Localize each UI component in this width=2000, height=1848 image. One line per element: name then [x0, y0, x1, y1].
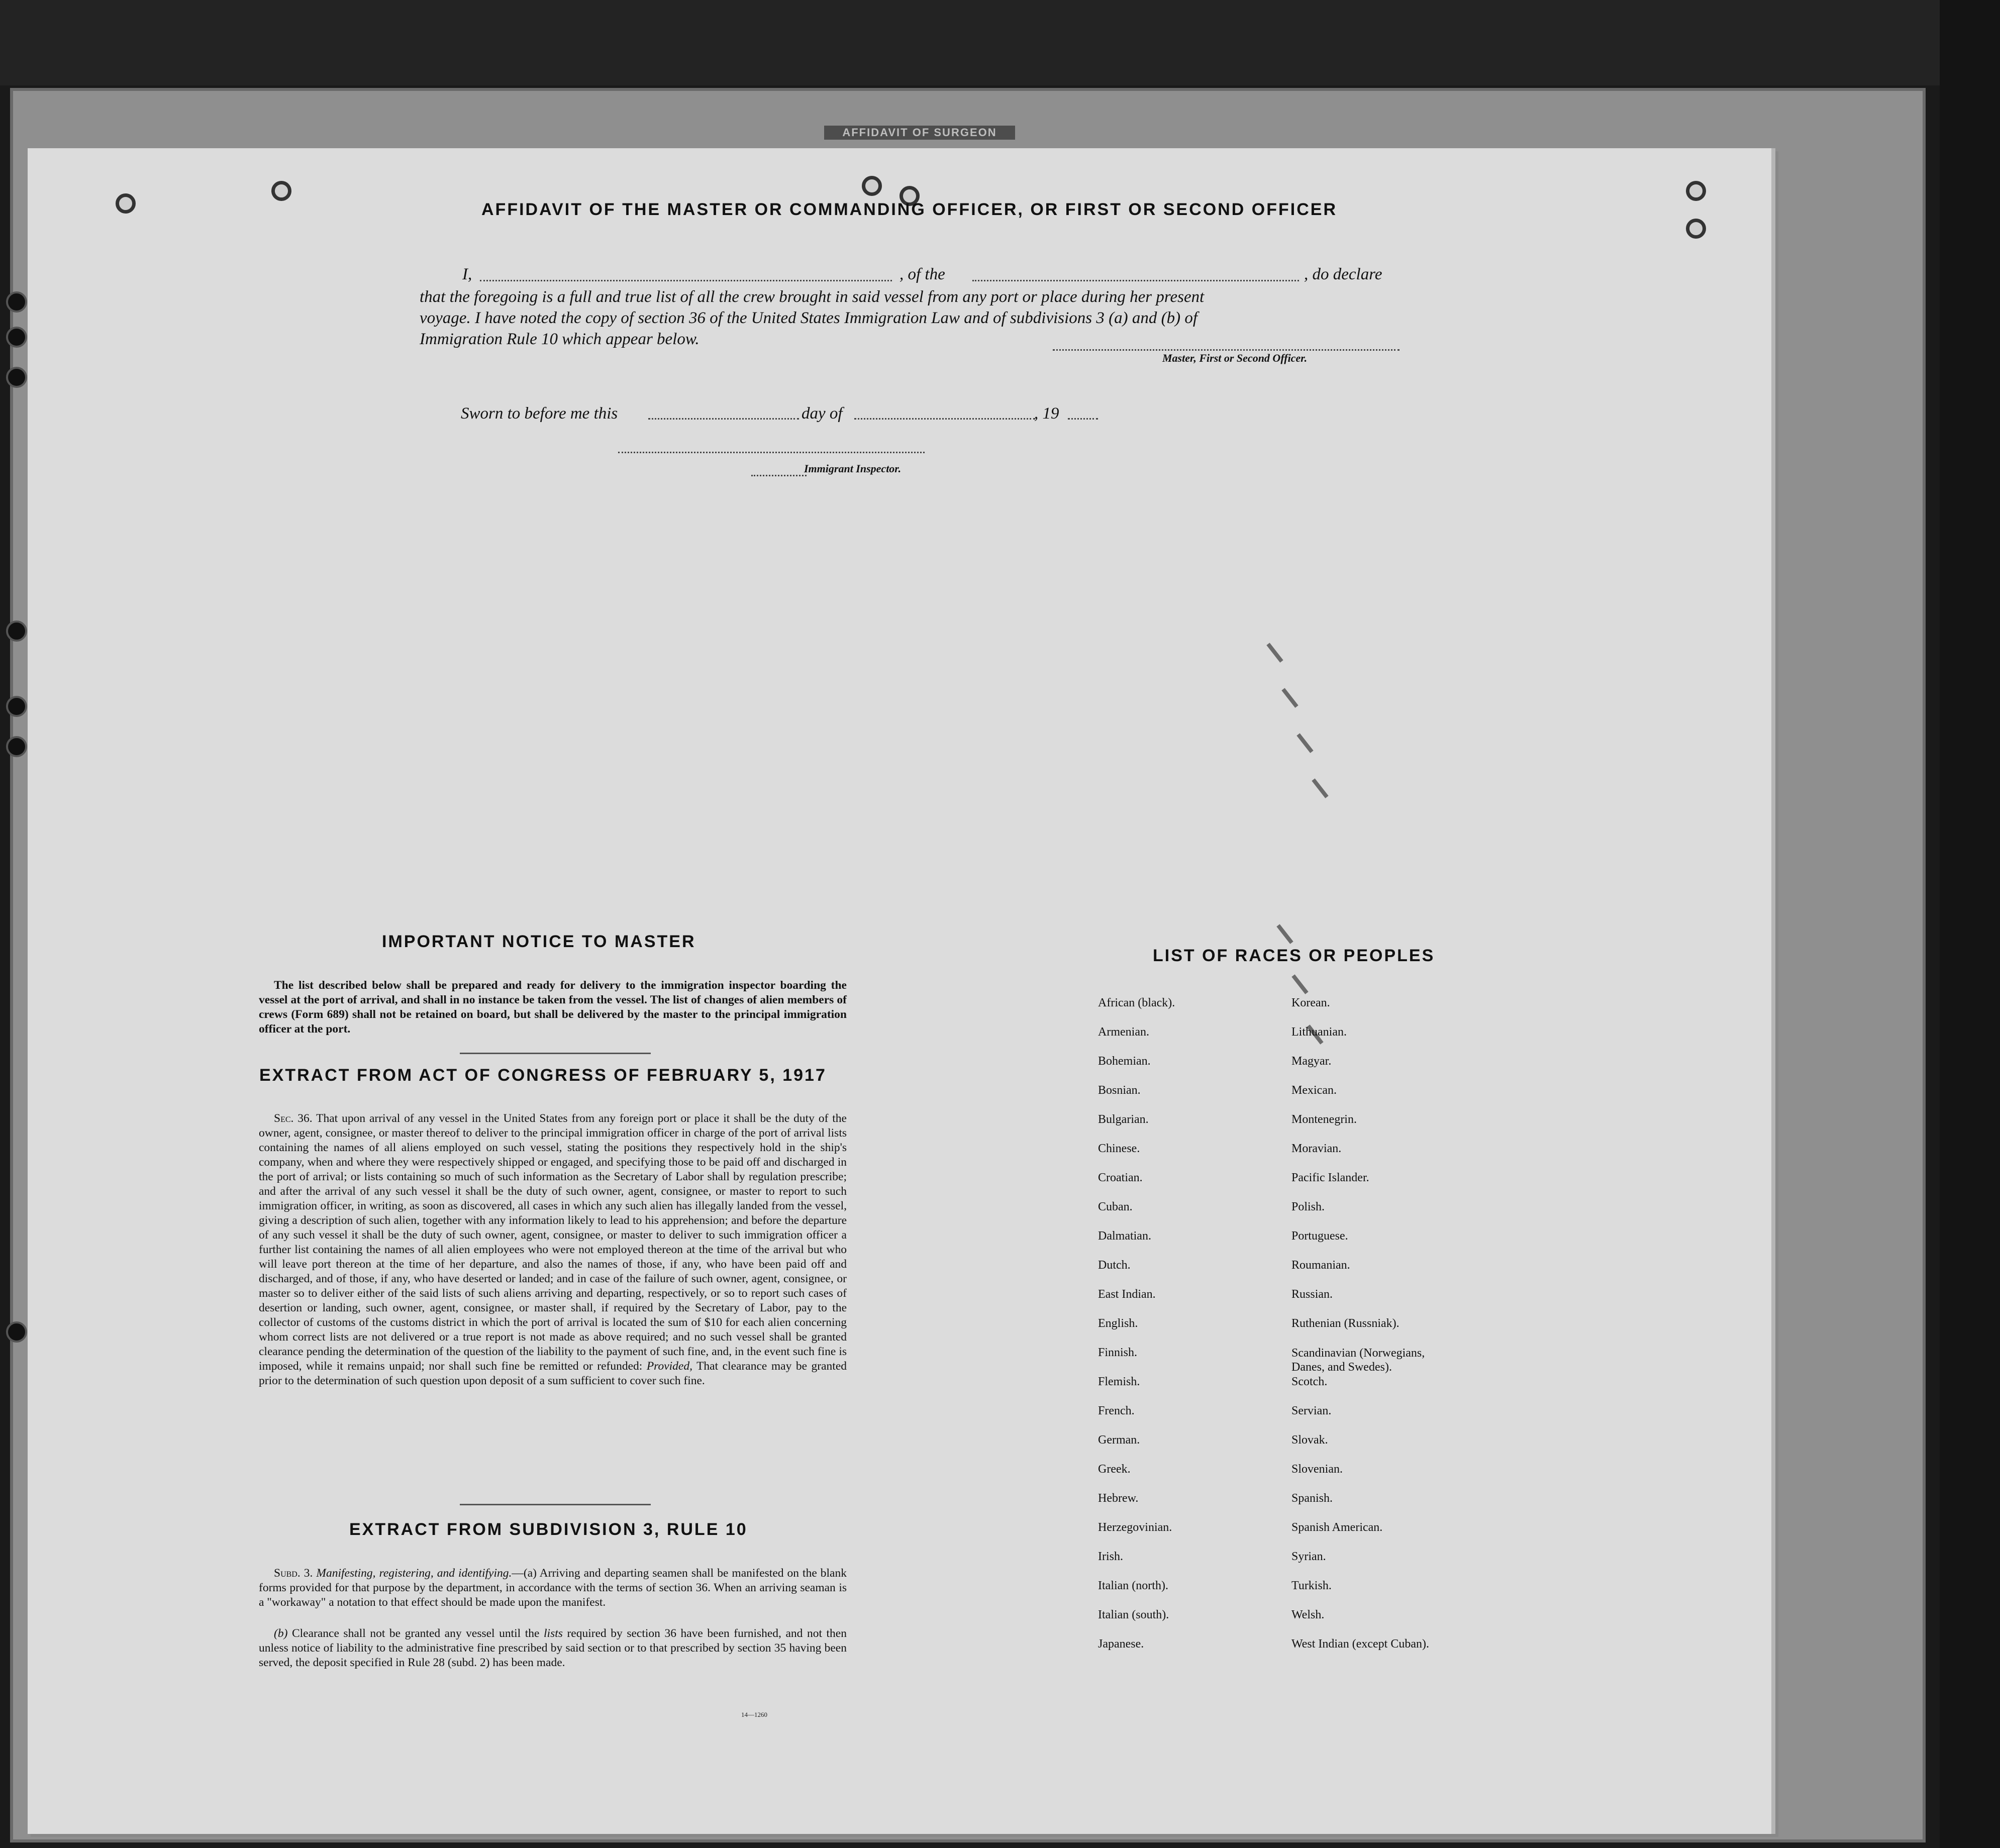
race-item: Portuguese.	[1291, 1229, 1348, 1243]
inspector-short-line	[751, 475, 807, 476]
race-item: Bulgarian.	[1098, 1113, 1149, 1126]
race-item: Mexican.	[1291, 1084, 1337, 1097]
affidavit-line-2: that the foregoing is a full and true list of all the crew brought in said vessel from any port or place during her present	[420, 288, 1205, 306]
race-item: Armenian.	[1098, 1025, 1149, 1039]
race-item: Polish.	[1291, 1200, 1325, 1213]
race-item: Cuban.	[1098, 1200, 1133, 1213]
race-item: Slovenian.	[1291, 1463, 1343, 1476]
race-item: Greek.	[1098, 1463, 1131, 1476]
punch-hole	[116, 193, 136, 214]
sworn-text: Sworn to before me this	[461, 404, 618, 423]
affidavit-page	[28, 148, 1775, 1834]
extract-act-text	[259, 1111, 847, 1388]
rule-b-label: (b)	[274, 1627, 288, 1640]
name-blank	[480, 280, 892, 281]
race-item: Korean.	[1291, 996, 1330, 1009]
show-through-mark	[1312, 778, 1328, 798]
race-item: German.	[1098, 1433, 1140, 1447]
punch-hole	[271, 181, 291, 201]
affidavit-line-3: voyage. I have noted the copy of section 36 of the United States Immigration Law and of subdivisions 3 (a) and (b) of	[420, 309, 1198, 327]
scan-right-edge	[1940, 0, 2000, 1848]
show-through-mark	[1276, 924, 1293, 944]
races-title: LIST OF RACES OR PEOPLES	[1153, 946, 1435, 965]
race-item: Herzegovinian.	[1098, 1521, 1172, 1534]
year-text: , 19	[1034, 404, 1059, 423]
race-item: Pacific Islander.	[1291, 1171, 1369, 1184]
race-item: Montenegrin.	[1291, 1113, 1357, 1126]
extract-act-title: EXTRACT FROM ACT OF CONGRESS OF FEBRUARY 5, 1917	[259, 1066, 827, 1085]
rule-para-a	[259, 1566, 847, 1610]
binding-hole	[6, 367, 27, 388]
subdivision-label: Subd. 3.	[274, 1567, 313, 1580]
race-item: Dutch.	[1098, 1259, 1131, 1272]
show-through-mark	[1281, 688, 1298, 708]
binding-hole	[6, 696, 27, 717]
race-item: Finnish.	[1098, 1346, 1138, 1359]
race-item: Italian (north).	[1098, 1579, 1168, 1592]
race-item: Flemish.	[1098, 1375, 1140, 1388]
section-36-end: That clearance may be granted prior to the determination of such question upon deposit of a sum sufficient to cover such fine.	[259, 1360, 847, 1387]
underlying-page-header: AFFIDAVIT OF SURGEON	[824, 126, 1015, 140]
binding-hole	[6, 327, 27, 348]
binding-hole	[6, 736, 27, 757]
race-item: Welsh.	[1291, 1608, 1325, 1621]
race-item: Bohemian.	[1098, 1055, 1151, 1068]
punch-hole	[1686, 181, 1706, 201]
race-item: Scotch.	[1291, 1375, 1328, 1388]
race-item: East Indian.	[1098, 1288, 1156, 1301]
race-item: Servian.	[1291, 1404, 1332, 1417]
punch-hole	[1686, 219, 1706, 239]
race-item: English.	[1098, 1317, 1138, 1330]
race-item: Syrian.	[1291, 1550, 1326, 1563]
race-item: Scandinavian (Norwegians, Danes, and Swedes).	[1291, 1347, 1425, 1374]
race-item: Lithuanian.	[1291, 1025, 1347, 1039]
show-through-mark	[1296, 733, 1313, 753]
notice-title: IMPORTANT NOTICE TO MASTER	[382, 932, 696, 951]
affidavit-of-the: , of the	[899, 265, 945, 283]
race-item: Slovak.	[1291, 1433, 1328, 1447]
subdivision-heading: Manifesting, registering, and identifying.	[316, 1567, 512, 1580]
affidavit-do-declare: , do declare	[1304, 265, 1382, 283]
race-item: Irish.	[1098, 1550, 1123, 1563]
scan-top-edge	[0, 0, 2000, 85]
punch-hole	[862, 176, 882, 196]
notice-text: The list described below shall be prepared and ready for delivery to the immigration inspector boarding the vessel at the port of arrival, and shall in no instance be taken from the vessel. The list of changes of alien members of crews (Form 689) shall not be retained on board, but shall be delivered by the master to the principal immigration officer at the port.	[259, 979, 847, 1036]
race-item: Spanish American.	[1291, 1521, 1383, 1534]
race-item: Croatian.	[1098, 1171, 1143, 1184]
race-item: Chinese.	[1098, 1142, 1140, 1155]
race-item: West Indian (except Cuban).	[1291, 1637, 1429, 1651]
binding-hole	[6, 291, 27, 313]
rule-b-lists: lists	[544, 1627, 563, 1640]
race-item: Dalmatian.	[1098, 1229, 1151, 1243]
race-item: Magyar.	[1291, 1055, 1332, 1068]
race-item: Hebrew.	[1098, 1492, 1139, 1505]
binding-hole	[6, 1321, 27, 1343]
rule-b-text-2: required by section 36 have been furnished, and not then unless notice of liability to the administrative fine prescribed by said section or to that prescribed by section 35 having been served, the deposit specified in Rule 28 (subd. 2) has been made.	[259, 1627, 847, 1669]
race-item: Bosnian.	[1098, 1084, 1141, 1097]
rule-a-text: —(a) Arriving and departing seamen shall be manifested on the blank forms provided for that purpose by the department, in accordance with the terms of section 36. When an arriving seaman is a "workaway" a notation to that effect should be made upon the manifest.	[259, 1567, 847, 1609]
race-item: Ruthenian (Russniak).	[1291, 1317, 1399, 1330]
form-number: 14—1260	[741, 1711, 767, 1718]
show-through-mark	[1266, 643, 1283, 663]
race-item: Japanese.	[1098, 1637, 1144, 1651]
race-item: Italian (south).	[1098, 1608, 1169, 1621]
sworn-month-blank	[854, 418, 1035, 420]
inspector-signature-line	[618, 452, 925, 453]
section-divider	[460, 1504, 651, 1505]
binding-hole	[6, 621, 27, 642]
sworn-day-blank	[648, 418, 799, 420]
section-label: Sec. 36.	[274, 1112, 313, 1125]
provided-word: Provided,	[646, 1360, 692, 1373]
master-caption: Master, First or Second Officer.	[1162, 352, 1308, 364]
race-item: Moravian.	[1291, 1142, 1342, 1155]
race-item: African (black).	[1098, 996, 1175, 1009]
race-item: French.	[1098, 1404, 1135, 1417]
affidavit-line-4: Immigration Rule 10 which appear below.	[420, 330, 699, 348]
race-item: Spanish.	[1291, 1492, 1333, 1505]
extract-rule-title: EXTRACT FROM SUBDIVISION 3, RULE 10	[349, 1520, 748, 1539]
rule-b-text-1: Clearance shall not be granted any vessel until the	[291, 1627, 540, 1640]
section-36-text: That upon arrival of any vessel in the United States from any foreign port or place it shall be the duty of the owner, agent, consignee, or master thereof to deliver to the principal immigration officer in charge of the port of arrival lists containing the names of all aliens employed on such vessel, stating the positions they respectively hold in the ship's company, when and where they were respectively shipped or engaged, and specifying those to be paid off and discharged in the port of arrival; or lists containing so much of such information as the Secretary of Labor shall by regulation prescribe; and after the arrival of any such vessel it shall be the duty of such owner, agent, consignee, or master to report to such immigration officer, in writing, as soon as discovered, all cases in which any such alien has illegally landed from the vessel, giving a description of such alien, together with any information likely to lead to his apprehension; and before the departure of any such vessel it shall be the duty of such owner, agent, consignee, or master to deliver to such immigration officer a further list containing the names of all alien employees who were not employed thereon at the time of the arrival but who will leave port thereon at the time of her departure, and also the names of those, if any, who have been paid off and discharged, and of those, if any, who have deserted or landed; and in case of the failure of such owner, agent, consignee, or master so to deliver either of the said lists of such aliens arriving and departing, respectively, or so to report such cases of desertion or landing, such owner, agent, consignee, or master shall, if required by the Secretary of Labor, pay to the collector of customs of the customs district in which the port of arrival is located the sum of $10 for each alien concerning whom correct lists are not delivered or a true report is not made as above required; and no such vessel shall be granted clearance pending the determination of the question of the liability to the payment of such fine, and, in the event such fine is imposed, while it remains unpaid; nor shall such fine be remitted or refunded:	[259, 1112, 847, 1373]
section-divider	[460, 1053, 651, 1054]
vessel-blank	[972, 280, 1299, 281]
show-through-mark	[1291, 974, 1308, 994]
race-item: Roumanian.	[1291, 1259, 1350, 1272]
race-item: Turkish.	[1291, 1579, 1332, 1592]
race-item: Russian.	[1291, 1288, 1333, 1301]
affidavit-i: I,	[462, 265, 472, 283]
sworn-year-blank	[1068, 418, 1098, 420]
rule-para-b	[259, 1626, 847, 1670]
day-of-text: day of	[802, 404, 843, 423]
master-signature-line	[1053, 349, 1399, 351]
affidavit-title: AFFIDAVIT OF THE MASTER OR COMMANDING OFFICER, OR FIRST OR SECOND OFFICER	[481, 200, 1337, 219]
inspector-caption: Immigrant Inspector.	[804, 462, 902, 475]
